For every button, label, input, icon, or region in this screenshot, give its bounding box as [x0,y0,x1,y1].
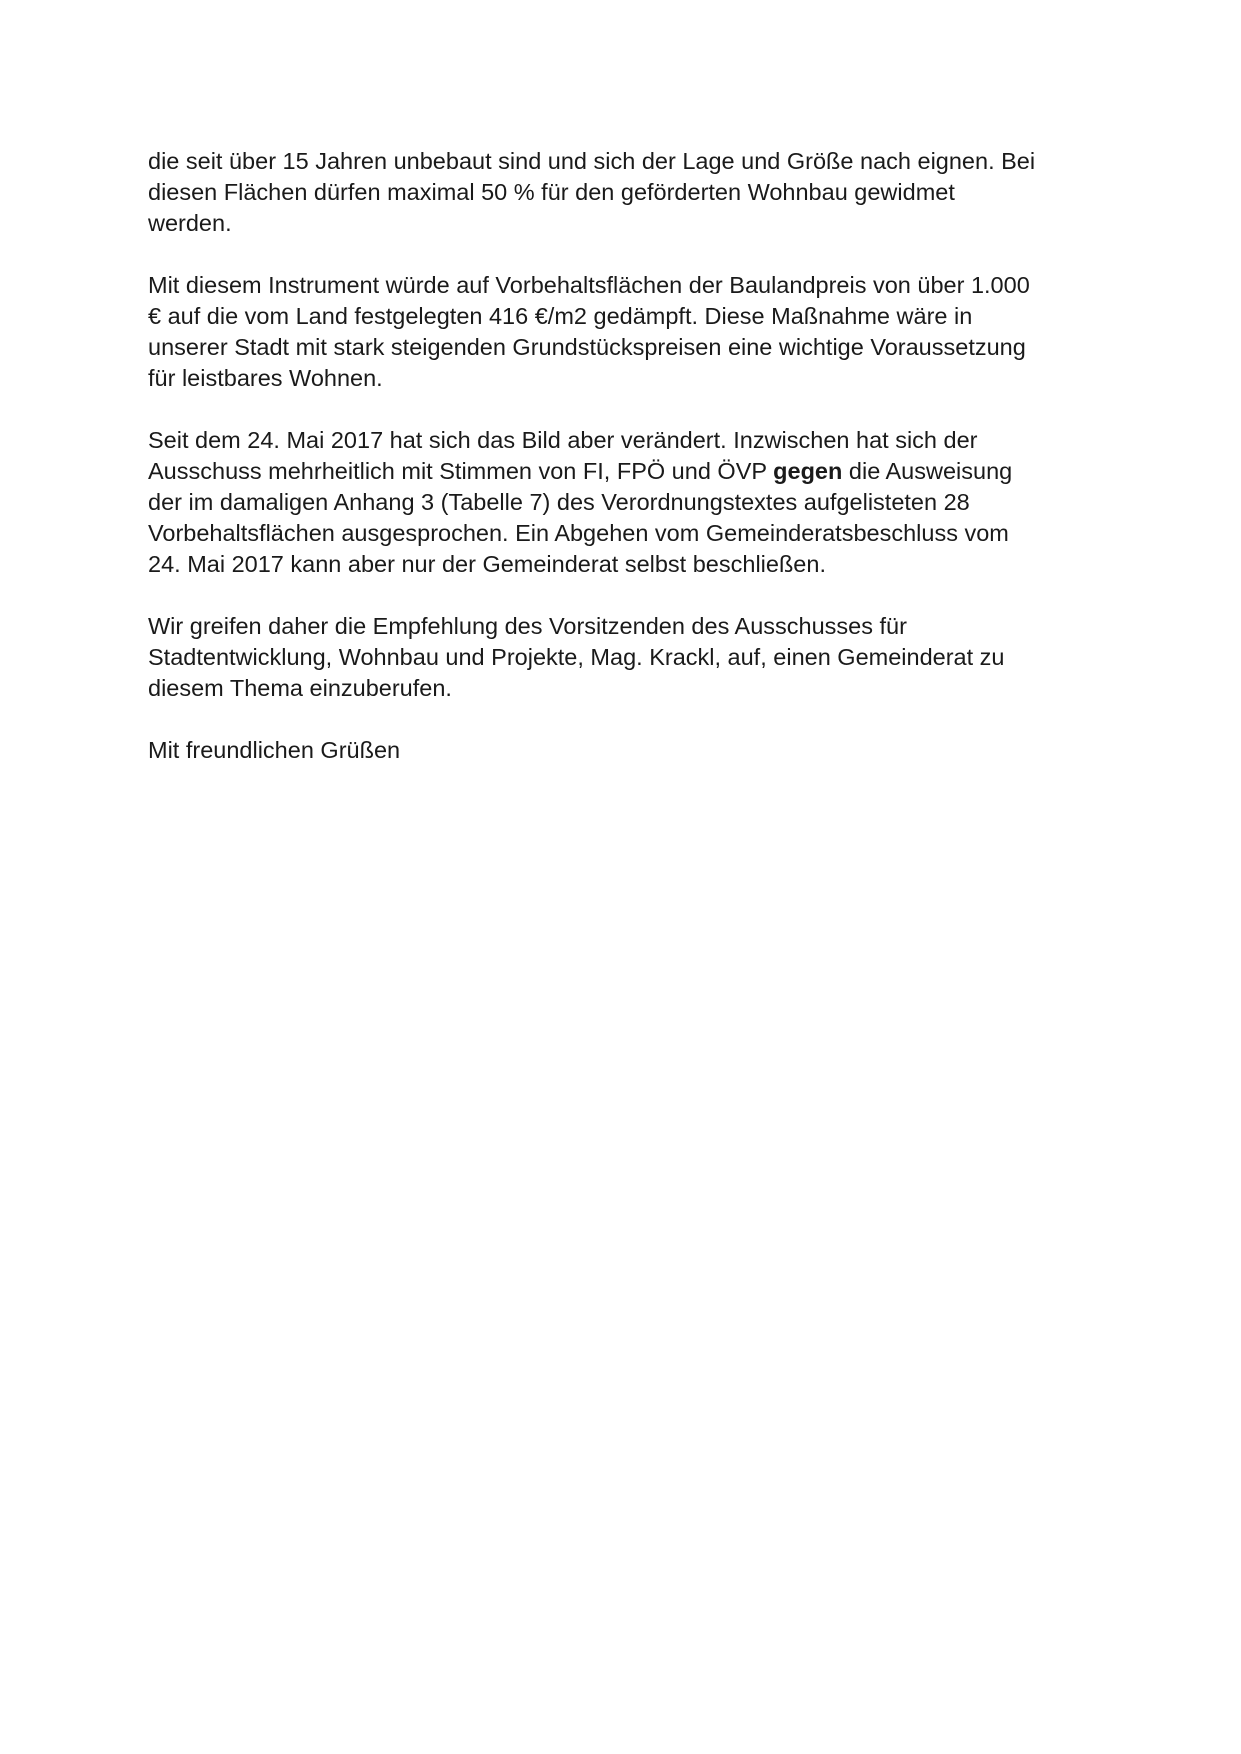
text-line: diesem Thema einzuberufen. [148,675,452,701]
text-line: Mit diesem Instrument würde auf Vorbehaltsflächen der Baulandpreis von über 1.000 [148,272,1030,298]
text-line: werden. [148,210,232,236]
closing-salutation [148,735,1108,766]
text-line: Wir greifen daher die Empfehlung des Vorsitzenden des Ausschusses für [148,613,907,639]
emphasis-gegen: gegen [773,458,843,484]
text-line: unserer Stadt mit stark steigenden Grundstückspreisen eine wichtige Voraussetzung [148,334,1026,360]
text-line: 24. Mai 2017 kann aber nur der Gemeinderat selbst beschließen. [148,551,826,577]
text-line: Vorbehaltsflächen ausgesprochen. Ein Abgehen vom Gemeinderatsbeschluss vom [148,520,1009,546]
text-line: für leistbares Wohnen. [148,365,383,391]
text-line-with-emphasis [148,456,1108,487]
text-line: Seit dem 24. Mai 2017 hat sich das Bild aber verändert. Inzwischen hat sich der [148,427,978,453]
text-line: der im damaligen Anhang 3 (Tabelle 7) des Verordnungstextes aufgelisteten 28 [148,489,970,515]
paragraph-recommendation [148,611,1108,704]
text-segment: die Ausweisung [842,458,1013,484]
paragraph-land-price [148,270,1108,394]
text-line: Stadtentwicklung, Wohnbau und Projekte, Mag. Krackl, auf, einen Gemeinderat zu [148,644,1005,670]
text-segment: Ausschuss mehrheitlich mit Stimmen von FI, FPÖ und ÖVP [148,458,774,484]
text-line: diesen Flächen dürfen maximal 50 % für den geförderten Wohnbau gewidmet [148,179,955,205]
text-line: die seit über 15 Jahren unbebaut sind und sich der Lage und Größe nach eignen. Bei [148,148,1036,174]
letter-body [148,146,1108,797]
text-line: Mit freundlichen Grüßen [148,737,401,763]
text-line: € auf die vom Land festgelegten 416 €/m2 gedämpft. Diese Maßnahme wäre in [148,303,973,329]
paragraph-unbuilt-areas [148,146,1108,239]
paragraph-committee-decision [148,425,1108,580]
